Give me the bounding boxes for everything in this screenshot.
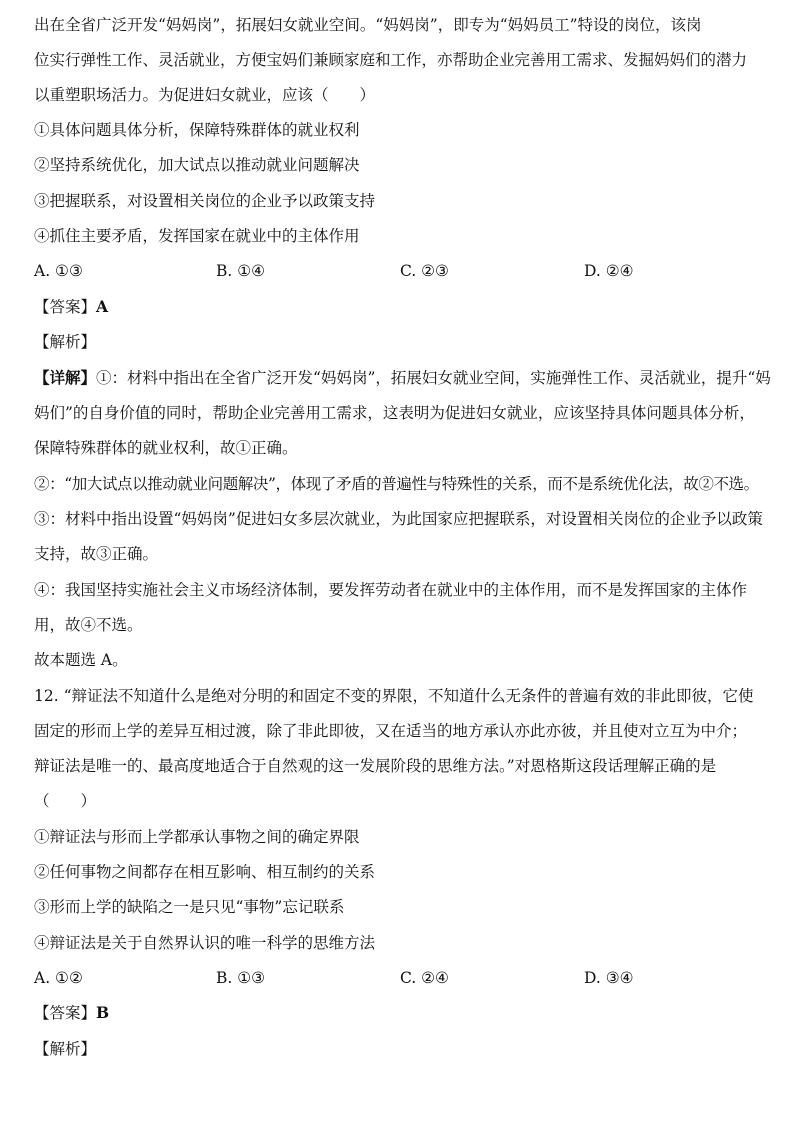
q11-detail-line-7: ④：我国坚持实施社会主义市场经济体制，要发挥劳动者在就业中的主体作用，而不是发挥国家的主体作 (34, 581, 748, 599)
detail-label: 【详解】 (34, 368, 97, 387)
answer-value: B (96, 1003, 110, 1022)
q11-detail-line-3: 保障特殊群体的就业权利，故①正确。 (34, 439, 298, 457)
q11-detail-line-1 (34, 366, 780, 390)
q11-stem-line-2: 位实行弹性工作、灵活就业，方便宝妈们兼顾家庭和工作，亦帮助企业完善用工需求、发掘妈妈们的潜力 (34, 51, 748, 69)
q12-statement-4: ④辩证法是关于自然界认识的唯一科学的思维方法 (34, 934, 376, 952)
q11-detail-line-8: 用，故④不选。 (34, 616, 143, 634)
q11-statement-3: ③把握联系，对设置相关岗位的企业予以政策支持 (34, 192, 376, 210)
q12-option-b: B. ①③ (216, 969, 266, 987)
q12-option-d: D. ③④ (584, 969, 634, 987)
q12-analysis-label: 【解析】 (34, 1040, 97, 1058)
q11-stem-line-3: 以重塑职场活力。为促进妇女就业，应该（ ） (34, 86, 376, 104)
q12-answer (34, 1001, 780, 1025)
q11-detail-line-5: ③：材料中指出设置“妈妈岗”促进妇女多层次就业，为此国家应把握联系，对设置相关岗位的企业予以政策 (34, 510, 763, 528)
q12-stem-line-3: 辩证法是唯一的、最高度地适合于自然观的这一发展阶段的思维方法。”对恩格斯这段话理解正确的是 (34, 757, 717, 775)
q11-statement-2: ②坚持系统优化，加大试点以推动就业问题解决 (34, 156, 360, 174)
q11-option-d: D. ②④ (584, 262, 634, 280)
answer-label: 【答案】 (34, 1004, 97, 1022)
q11-detail-line-2: 妈们”的自身价值的同时，帮助企业完善用工需求，这表明为促进妇女就业，应该坚持具体问题具体分析， (34, 404, 755, 422)
q11-option-b: B. ①④ (216, 262, 266, 280)
detail-text: ①：材料中指出在全省广泛开发“妈妈岗”，拓展妇女就业空间，实施弹性工作、灵活就业，提升“妈 (96, 369, 771, 387)
q12-statement-3: ③形而上学的缺陷之一是只见“事物”忘记联系 (34, 898, 345, 916)
q11-statement-4: ④抓住主要矛盾，发挥国家在就业中的主体作用 (34, 227, 360, 245)
q11-statement-1: ①具体问题具体分析，保障特殊群体的就业权利 (34, 121, 360, 139)
q11-option-c: C. ②③ (400, 262, 449, 280)
q11-detail-line-4: ②：“加大试点以推动就业问题解决”，体现了矛盾的普遍性与特殊性的关系，而不是系统优化法，故②不选。 (34, 475, 759, 493)
q12-option-a: A. ①② (34, 969, 83, 987)
q12-statement-2: ②任何事物之间都存在相互影响、相互制约的关系 (34, 863, 376, 881)
q12-stem-line-2: 固定的形而上学的差异互相过渡，除了非此即彼，又在适当的地方承认亦此亦彼，并且使对立互为中介； (34, 722, 748, 740)
q11-detail-line-6: 支持，故③正确。 (34, 545, 159, 563)
q12-statement-1: ①辩证法与形而上学都承认事物之间的确定界限 (34, 828, 360, 846)
q12-stem-line-1: 12. “辩证法不知道什么是绝对分明的和固定不变的界限，不知道什么无条件的普遍有效的非此即彼，它使 (34, 687, 754, 705)
q11-answer (34, 295, 780, 319)
q11-analysis-label: 【解析】 (34, 333, 97, 351)
q12-stem-line-4: （ ） (34, 792, 97, 810)
answer-value: A (96, 297, 109, 316)
q11-option-a: A. ①③ (34, 262, 83, 280)
q11-stem-line-1: 出在全省广泛开发“妈妈岗”，拓展妇女就业空间。“妈妈岗”，即专为“妈妈员工”特设的岗位，该岗 (34, 16, 702, 34)
q11-conclusion: 故本题选 A。 (34, 651, 128, 669)
q12-option-c: C. ②④ (400, 969, 449, 987)
answer-label: 【答案】 (34, 298, 97, 316)
